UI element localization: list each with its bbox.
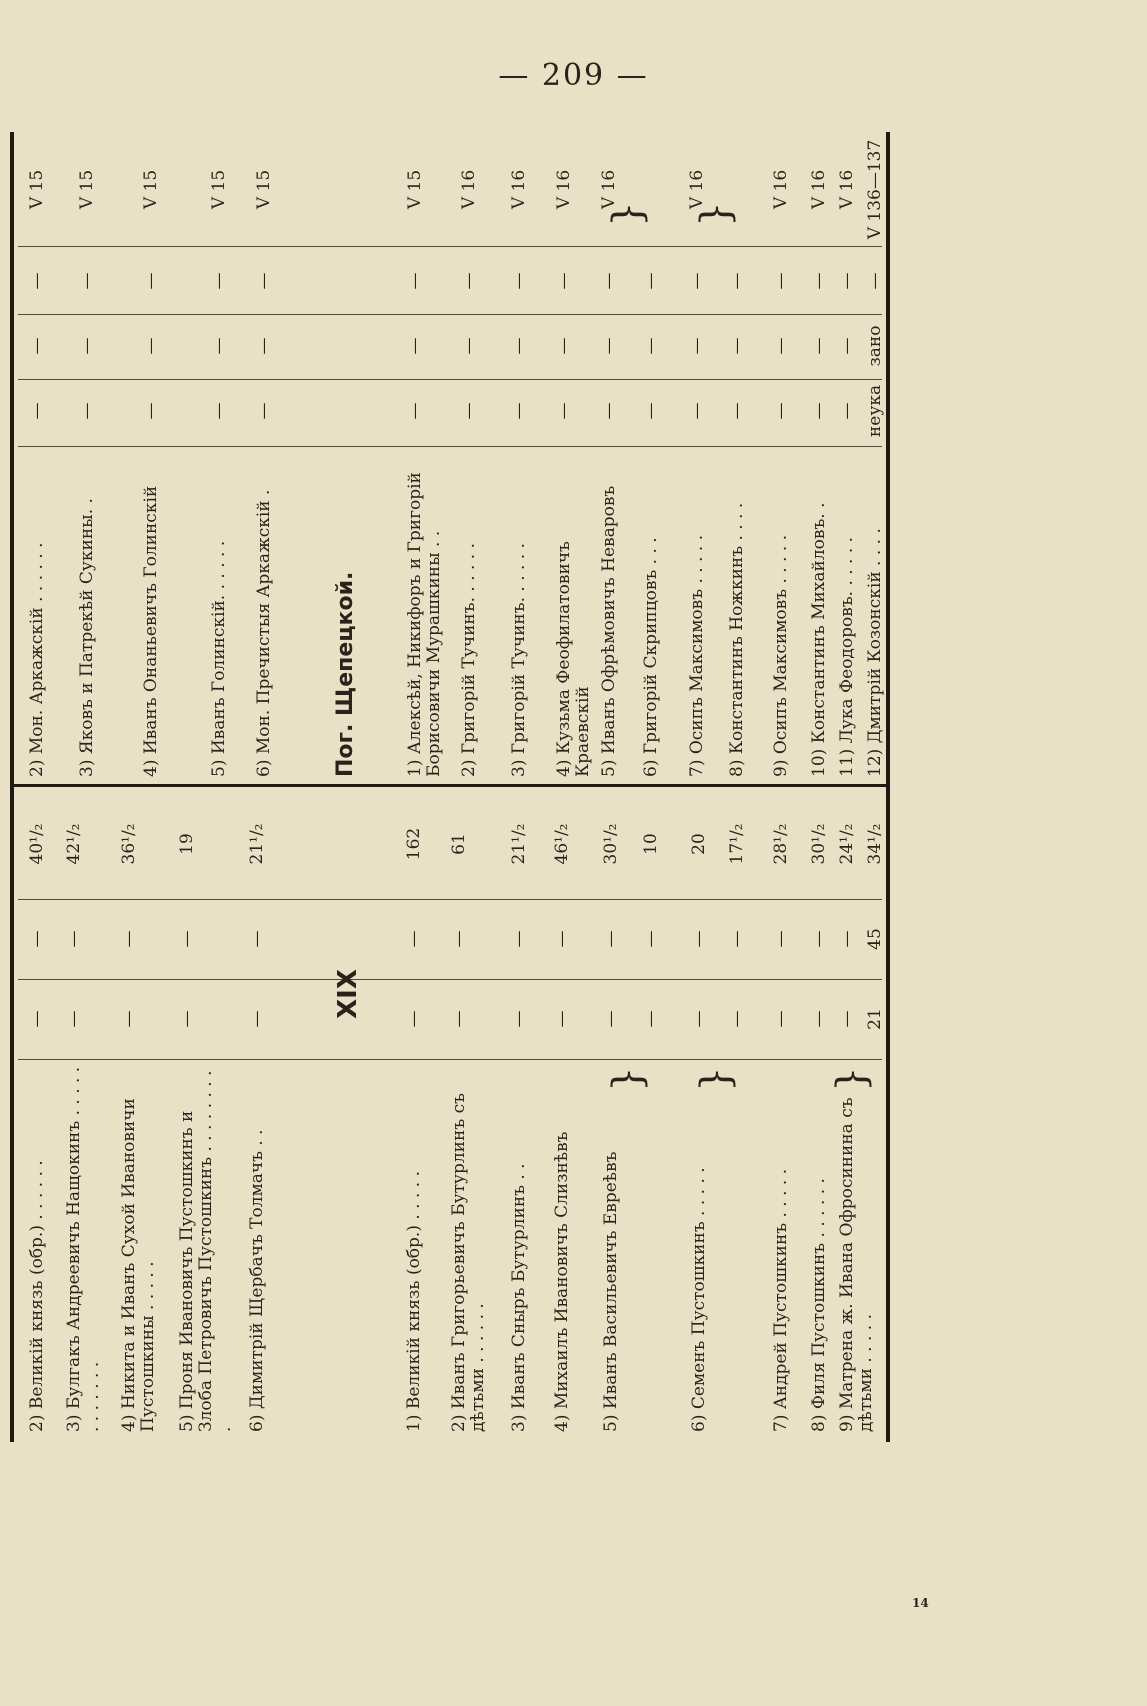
value-cell: — — [404, 930, 424, 948]
value-cell: 46¹/₂ — [552, 823, 572, 865]
value-cell: — — [641, 930, 661, 948]
value-cell: — — [27, 337, 47, 355]
owner-name: 3) Булгакъ Андреевичъ Нащокинъ . . . . . . . . . . . . — [64, 1066, 103, 1432]
source-ref: V 15 — [141, 169, 161, 210]
value-cell: — — [727, 272, 747, 290]
source-ref: V 136—137 — [865, 139, 885, 240]
value-cell: — — [865, 272, 885, 290]
value-cell: — — [809, 1010, 829, 1028]
value-cell: — — [599, 272, 619, 290]
source-ref: V 16 — [771, 169, 791, 210]
owner-name: 6) Мон. Пречистыя Аркажскій . — [254, 489, 274, 777]
value-cell: — — [509, 402, 529, 420]
value-cell: — — [641, 1010, 661, 1028]
value-cell: — — [254, 272, 274, 290]
value-cell: — — [404, 1010, 424, 1028]
value-cell: 40¹/₂ — [27, 823, 47, 865]
owner-name: 5) Проня Ивановичъ Пустошкинъ и Злоба Петровичъ Пустошкинъ . . . . . . . . . — [177, 1070, 235, 1432]
value-cell: — — [27, 1010, 47, 1028]
owner-name: 3) Яковъ и Патрекѣй Сукины. . — [77, 498, 97, 777]
source-ref: V 15 — [254, 169, 274, 210]
source-ref: V 15 — [77, 169, 97, 210]
owner-name: 5) Иванъ Васильевичъ Евреѣвъ — [601, 1151, 621, 1432]
value-cell: — — [141, 402, 161, 420]
value-cell: — — [554, 337, 574, 355]
owner-name: 4) Никита и Иванъ Сухой Ивановичи Пустошкины . . . . . — [119, 1098, 158, 1432]
value-cell: — — [809, 930, 829, 948]
value-cell: — — [727, 402, 747, 420]
value-cell: — — [809, 402, 829, 420]
value-cell: 21 — [865, 1008, 885, 1030]
value-cell: 45 — [865, 928, 885, 950]
value-cell: — — [641, 272, 661, 290]
value-cell: — — [254, 337, 274, 355]
value-cell: — — [141, 337, 161, 355]
value-cell: — — [727, 930, 747, 948]
value-cell: 162 — [404, 827, 424, 861]
value-cell: — — [837, 1010, 857, 1028]
source-ref: V 16 — [509, 169, 529, 210]
value-cell: — — [601, 930, 621, 948]
grouping-brace: } — [605, 201, 651, 227]
value-cell: — — [687, 337, 707, 355]
value-cell: — — [209, 337, 229, 355]
value-cell: — — [509, 337, 529, 355]
owner-name: 12) Дмитрій Козонскій . . . . — [865, 528, 885, 777]
value-cell: — — [552, 930, 572, 948]
value-cell: — — [689, 1010, 709, 1028]
value-cell: — — [601, 1010, 621, 1028]
value-cell: — — [209, 272, 229, 290]
value-cell: — — [837, 930, 857, 948]
owner-name: 9) Матрена ж. Ивана Офросинина съ дѣтьми . . . . . — [837, 1097, 876, 1432]
owner-name: 2) Григорій Тучинъ. . . . . . — [459, 542, 479, 777]
value-cell: — — [552, 1010, 572, 1028]
value-cell: — — [599, 402, 619, 420]
value-cell: — — [689, 930, 709, 948]
value-cell: — — [209, 402, 229, 420]
owner-name: 6) Григорій Скрипцовъ . . . — [641, 537, 661, 777]
value-cell: — — [837, 402, 857, 420]
value-cell: 28¹/₂ — [771, 823, 791, 865]
value-cell: — — [837, 337, 857, 355]
value-cell: — — [459, 337, 479, 355]
value-cell: — — [641, 337, 661, 355]
owner-name: 5) Иванъ Голинскій. . . . . . — [209, 540, 229, 777]
value-cell: 36¹/₂ — [119, 823, 139, 865]
value-cell: — — [77, 272, 97, 290]
value-cell: — — [64, 1010, 84, 1028]
value-cell: 30¹/₂ — [809, 823, 829, 865]
value-cell: — — [405, 337, 425, 355]
value-cell: — — [771, 337, 791, 355]
value-cell: — — [247, 1010, 267, 1028]
grouping-brace: } — [829, 1066, 875, 1092]
value-cell: — — [554, 402, 574, 420]
value-cell: — — [77, 402, 97, 420]
value-cell: — — [177, 1010, 197, 1028]
value-cell: — — [727, 337, 747, 355]
owner-name: 2) Великій князь (обр.) . . . . . . — [27, 1160, 47, 1432]
value-cell: — — [254, 402, 274, 420]
owner-name: 5) Иванъ Офрѣмовичъ Неваровъ — [599, 485, 619, 777]
value-cell: — — [554, 272, 574, 290]
value-cell: — — [405, 402, 425, 420]
left-half — [10, 787, 890, 1442]
source-ref: V 16 — [809, 169, 829, 210]
source-ref: V 16 — [837, 169, 857, 210]
owner-name: 8) Филя Пустошкинъ . . . . . . — [809, 1178, 829, 1432]
column-separator — [18, 979, 882, 980]
value-cell: — — [837, 272, 857, 290]
value-cell: — — [27, 272, 47, 290]
owner-name: 8) Константинъ Ножкинъ . . . . — [727, 502, 747, 777]
right-half — [10, 132, 890, 787]
value-cell: — — [641, 402, 661, 420]
owner-name: 1) Великій князь (обр.) . . . . . — [404, 1170, 424, 1432]
value-cell: — — [771, 402, 791, 420]
section-title: Пог. Щепецкой. — [333, 571, 358, 777]
owner-name: 6) Семенъ Пустошкинъ . . . . . — [689, 1167, 709, 1432]
grouping-brace: } — [693, 201, 739, 227]
value-cell: 42¹/₂ — [64, 823, 84, 865]
value-cell: — — [119, 930, 139, 948]
value-cell: — — [247, 930, 267, 948]
column-separator — [18, 899, 882, 900]
value-cell: — — [405, 272, 425, 290]
owner-name: 1) Алексѣй, Никифоръ и Григорій Борисовичи Мурашкины . . — [405, 472, 444, 777]
owner-name: 10) Константинъ Михайловъ. . — [809, 502, 829, 777]
value-cell: — — [449, 930, 469, 948]
source-ref: V 15 — [209, 169, 229, 210]
value-cell: — — [459, 402, 479, 420]
source-ref: V 15 — [405, 169, 425, 210]
owner-name: 3) Григорій Тучинъ. . . . . . — [509, 542, 529, 777]
value-cell: 34¹/₂ — [865, 823, 885, 865]
owner-name: 3) Иванъ Сныръ Бутурлинъ . . — [509, 1163, 529, 1432]
grouping-brace: } — [693, 1066, 739, 1092]
source-ref: V 16 — [459, 169, 479, 210]
value-cell: — — [27, 402, 47, 420]
value-cell: зано — [865, 325, 885, 367]
value-cell: 17¹/₂ — [727, 823, 747, 865]
owner-name: 9) Осипъ Максимовъ . . . . . — [771, 534, 791, 777]
value-cell: — — [771, 272, 791, 290]
source-ref: V 16 — [687, 169, 707, 210]
value-cell: 61 — [449, 833, 469, 855]
value-cell: — — [77, 337, 97, 355]
owner-name: 7) Андрей Пустошкинъ . . . . . — [771, 1168, 791, 1432]
owner-name: 4) Михаилъ Ивановичъ Слизнѣвъ — [552, 1131, 572, 1432]
value-cell: — — [27, 930, 47, 948]
value-cell: — — [809, 337, 829, 355]
value-cell: — — [599, 337, 619, 355]
value-cell: — — [727, 1010, 747, 1028]
value-cell: — — [771, 930, 791, 948]
value-cell: 24¹/₂ — [837, 823, 857, 865]
value-cell: — — [687, 272, 707, 290]
rotated-table — [10, 132, 890, 1442]
value-cell: — — [449, 1010, 469, 1028]
value-cell: 21¹/₂ — [247, 823, 267, 865]
value-cell: — — [509, 1010, 529, 1028]
value-cell: — — [771, 1010, 791, 1028]
value-cell: — — [687, 402, 707, 420]
owner-name: 2) Иванъ Григорьевичъ Бутурлинъ съ дѣтьми . . . . . . — [449, 1093, 488, 1432]
value-cell: неука — [865, 384, 885, 438]
owner-name: 7) Осипъ Максимовъ . . . . . — [687, 534, 707, 777]
value-cell: 21¹/₂ — [509, 823, 529, 865]
value-cell: — — [459, 272, 479, 290]
owner-name: 6) Димитрій Щербачъ Толмачъ . . — [247, 1129, 267, 1432]
grouping-brace: } — [605, 1066, 651, 1092]
value-cell: — — [509, 930, 529, 948]
source-ref: V 16 — [554, 169, 574, 210]
value-cell: 20 — [689, 833, 709, 855]
owner-name: 2) Мон. Аркажскій . . . . . . — [27, 542, 47, 777]
value-cell: — — [64, 930, 84, 948]
page-number: — 209 — — [498, 58, 649, 93]
owner-name: 11) Лука Феодоровъ. . . . . . — [837, 536, 857, 777]
value-cell: — — [141, 272, 161, 290]
value-cell: 10 — [641, 833, 661, 855]
signature-mark: 14 — [912, 1596, 929, 1610]
column-separator — [18, 246, 882, 247]
source-ref: V 15 — [27, 169, 47, 210]
value-cell: — — [509, 272, 529, 290]
value-cell: — — [177, 930, 197, 948]
value-cell: 19 — [177, 833, 197, 855]
value-cell: 30¹/₂ — [601, 823, 621, 865]
section-roman-numeral: XIX — [333, 969, 363, 1019]
source-ref: V 16 — [599, 169, 619, 210]
value-cell: — — [119, 1010, 139, 1028]
value-cell: — — [809, 272, 829, 290]
owner-name: 4) Кузьма Феофилатовичъ Краевскій — [554, 541, 593, 777]
owner-name: 4) Иванъ Онаньевичъ Голинскій — [141, 485, 161, 777]
